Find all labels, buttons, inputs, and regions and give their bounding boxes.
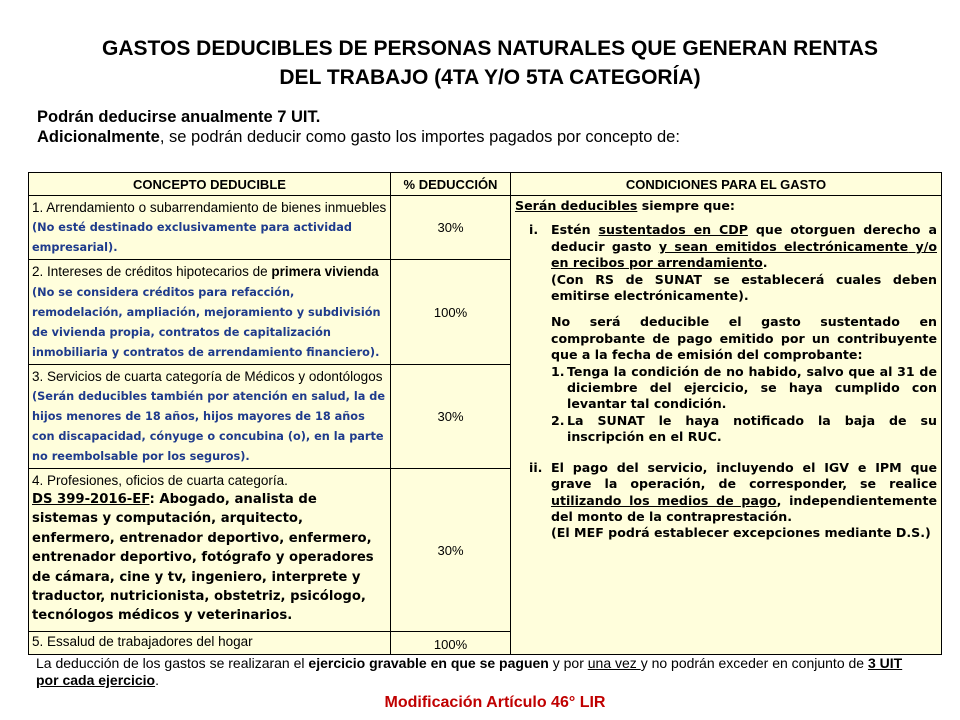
- cond-i-d: y sean emitidos electrónicamente: [658, 238, 909, 254]
- header-concept: CONCEPTO DEDUCIBLE: [29, 173, 391, 196]
- cond-s2-a: La SUNAT le haya notificado la: [567, 412, 845, 428]
- cond-nd-b: sustentado en comprobante de pago emitido por un contribuyente que a la fecha de emisión del comprobante:: [551, 314, 937, 363]
- intro-text: [37, 107, 937, 147]
- cond-s1-c: , salvo que al 31 de diciembre del ejercicio, se haya cumplido con levantar tal condición.: [567, 363, 937, 412]
- percent-cell: 30%: [391, 196, 511, 260]
- condition-sub-1: [551, 364, 937, 413]
- concept-note: (No esté destinado exclusivamente para actividad empresarial).: [32, 221, 352, 254]
- concept-text: 2. Intereses de créditos hipotecarios de: [32, 264, 272, 279]
- intro-bold: Adicionalmente: [37, 128, 160, 146]
- cond-s1-a: Tenga la condición de: [567, 363, 727, 379]
- condition-i: [529, 222, 937, 363]
- percent-cell: 30%: [391, 365, 511, 469]
- condition-ii-number: ii.: [529, 459, 543, 475]
- cond-s2-c: en el RUC.: [644, 429, 722, 445]
- footer-g: .: [155, 672, 159, 688]
- intro-line-1: Podrán deducirse anualmente 7 UIT.: [37, 108, 321, 126]
- cond-ii-b: utilizando los medios de pago: [551, 492, 777, 508]
- cond-i-e: y/o en recibos por arrendamiento: [551, 238, 937, 271]
- footer-a: La deducción de los gastos se realizaran el: [36, 655, 309, 671]
- intro-rest: , se podrán deducir como gasto los importes pagados por concepto de:: [159, 128, 680, 146]
- condition-ii: [529, 460, 937, 542]
- concept-cell: [29, 260, 391, 365]
- cond-i-a: Estén: [551, 222, 599, 238]
- footer-d: una vez: [587, 655, 641, 671]
- cond-ii-g: .: [787, 508, 792, 524]
- cond-i-f: .: [762, 255, 768, 271]
- modification-label: Modificación Artículo 46° LIR: [384, 694, 606, 711]
- cond-i-c: que otorguen derecho a deducir gasto: [551, 222, 937, 254]
- concept-note: (Serán deducibles también por atención en salud, la de hijos menores de 18 años, hijos mayores de 18 años con discapacidad, cónyuge o concubina (o), en la parte no reembolsable por los seguros).: [32, 390, 386, 463]
- condition-sub-2: [551, 413, 937, 446]
- footer-e: y no podrán exceder en conjunto de: [640, 655, 868, 671]
- footer-b: ejercicio gravable en que se paguen: [308, 655, 549, 671]
- header-percent: % DEDUCCIÓN: [391, 173, 511, 196]
- cond-ii-f: monto de la contraprestación: [577, 508, 788, 524]
- cond-mef: (El MEF podrá establecer excepciones mediante D.S.): [551, 525, 931, 541]
- concept-ds-rest: : Abogado, analista de sistemas y computación, arquitecto, enfermero, entrenador deportivo, enfermero, entrenador deportivo, fotógrafo y operadores de cámara, cine y tv, ingeniero, interprete y traductor, nutricionista, obstetriz, psicólogo, tecnólogos médicos y veterinarios.: [32, 492, 374, 624]
- cond-ii-e: del: [551, 508, 578, 524]
- conditions-head-rest: siempre que:: [637, 198, 735, 213]
- cond-nd-a: No será deducible el gasto: [551, 314, 801, 330]
- table-header-row: [29, 173, 942, 196]
- concept-text: 3. Servicios de cuarta categoría de Médicos y odontólogos: [32, 369, 383, 384]
- page-title: [40, 34, 940, 92]
- concept-cell: [29, 196, 391, 260]
- conditions-cell: [511, 196, 942, 655]
- percent-cell: 30%: [391, 469, 511, 632]
- condition-i-number: i.: [529, 222, 539, 238]
- table-row: [29, 196, 942, 260]
- concept-cell: [29, 469, 391, 632]
- deductions-table: [28, 172, 942, 655]
- concept-cell: [29, 365, 391, 469]
- cond-rs-c: se establecerá cuales deben emitirse electrónicamente).: [551, 271, 937, 304]
- cond-i-b: sustentados en CDP: [598, 222, 748, 238]
- concept-cell: 5. Essalud de trabajadores del hogar: [29, 632, 391, 655]
- footer-note: [36, 655, 916, 689]
- cond-ii-d: independientemente: [789, 492, 938, 508]
- cond-ii-a: El pago del servicio, incluyendo el IGV e IPM que grave la operación, de corresponder, se realice: [551, 459, 937, 492]
- cond-rs-a: (Con: [551, 271, 596, 287]
- footer-c: y por: [548, 655, 588, 671]
- concept-bold: primera vivienda: [271, 264, 379, 279]
- percent-cell: 100%: [391, 632, 511, 655]
- cond-s1-num: 1.: [551, 363, 565, 379]
- concept-text: 1. Arrendamiento o subarrendamiento de bienes inmuebles: [32, 200, 387, 215]
- cond-s1-b: no habido: [726, 363, 797, 379]
- cond-ii-c: ,: [776, 492, 790, 508]
- concept-text: 4. Profesiones, oficios de cuarta categoría.: [32, 473, 288, 488]
- title-line-2: DEL TRABAJO (4TA Y/O 5TA CATEGORÍA): [279, 66, 701, 89]
- percent-cell: 100%: [391, 260, 511, 365]
- concept-ds: DS 399-2016-EF: [32, 492, 150, 507]
- concept-note: (No se considera créditos para refacción, remodelación, ampliación, mejoramiento y subdivisión de vivienda propia, contratos de capitalización inmobiliaria y contratos de arrendamiento financiero).: [32, 286, 381, 359]
- cond-s2-b: baja de su inscripción: [567, 412, 937, 445]
- cond-s2-num: 2.: [551, 412, 565, 428]
- header-conditions: CONDICIONES PARA EL GASTO: [511, 173, 942, 196]
- footer-f: 3 UIT por cada ejercicio: [36, 655, 903, 688]
- intro-line-2: [37, 127, 937, 147]
- title-line-1: GASTOS DEDUCIBLES DE PERSONAS NATURALES QUE GENERAN RENTAS: [102, 37, 878, 60]
- conditions-head: Serán deducibles: [515, 198, 638, 213]
- cond-rs-b: RS de SUNAT: [595, 271, 702, 287]
